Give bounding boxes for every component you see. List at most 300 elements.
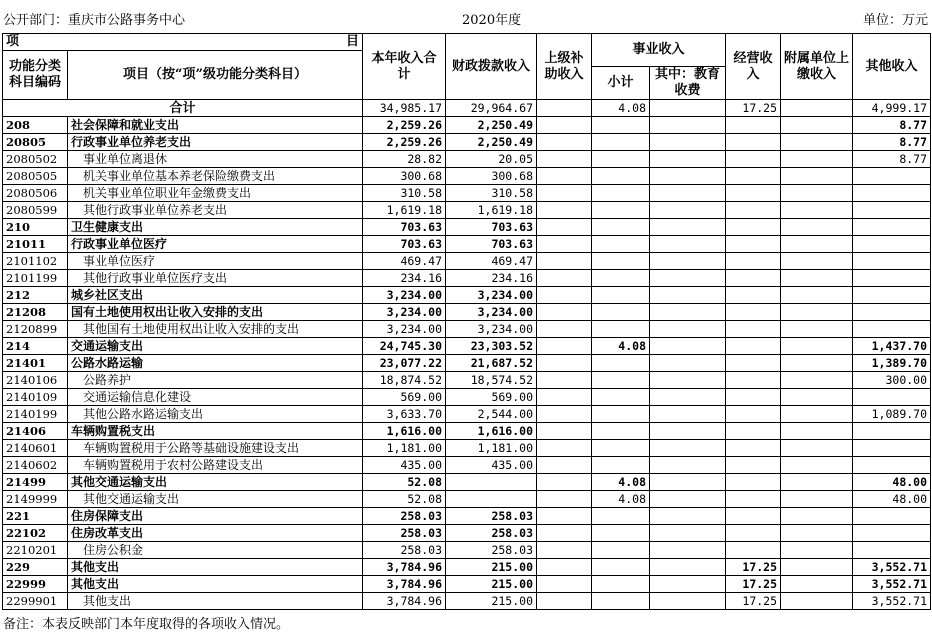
row-superior bbox=[537, 372, 592, 389]
row-subtotal bbox=[592, 559, 650, 576]
row-total: 2,259.26 bbox=[363, 117, 446, 134]
row-fiscal: 1,616.00 bbox=[446, 423, 537, 440]
row-business: 17.25 bbox=[726, 576, 781, 593]
row-subtotal bbox=[592, 593, 650, 610]
row-subtotal bbox=[592, 253, 650, 270]
row-affiliated bbox=[781, 236, 853, 253]
header-career: 事业收入 bbox=[592, 34, 726, 67]
row-superior bbox=[537, 593, 592, 610]
row-affiliated bbox=[781, 168, 853, 185]
total-edu bbox=[650, 100, 726, 117]
row-total: 703.63 bbox=[363, 219, 446, 236]
total-row bbox=[3, 100, 931, 117]
row-fiscal: 258.03 bbox=[446, 525, 537, 542]
table-row bbox=[3, 593, 931, 610]
row-affiliated bbox=[781, 321, 853, 338]
row-name: 事业单位医疗 bbox=[68, 253, 363, 270]
income-table bbox=[2, 33, 931, 610]
row-name: 交通运输支出 bbox=[68, 338, 363, 355]
row-superior bbox=[537, 202, 592, 219]
row-code: 21208 bbox=[3, 304, 68, 321]
row-code: 2080502 bbox=[3, 151, 68, 168]
row-superior bbox=[537, 287, 592, 304]
row-subtotal bbox=[592, 372, 650, 389]
row-fiscal: 215.00 bbox=[446, 593, 537, 610]
table-row bbox=[3, 219, 931, 236]
row-other: 300.00 bbox=[853, 372, 931, 389]
row-other bbox=[853, 423, 931, 440]
mu-label: 目 bbox=[345, 34, 359, 49]
table-row bbox=[3, 253, 931, 270]
row-code: 2140199 bbox=[3, 406, 68, 423]
row-subtotal bbox=[592, 287, 650, 304]
total-label: 合计 bbox=[3, 100, 363, 117]
row-business bbox=[726, 117, 781, 134]
row-other bbox=[853, 321, 931, 338]
row-affiliated bbox=[781, 253, 853, 270]
row-business bbox=[726, 474, 781, 491]
row-other bbox=[853, 457, 931, 474]
row-fiscal: 569.00 bbox=[446, 389, 537, 406]
header-affiliated: 附属单位上缴收入 bbox=[781, 34, 853, 100]
row-edu bbox=[650, 474, 726, 491]
table-row bbox=[3, 287, 931, 304]
row-subtotal bbox=[592, 185, 650, 202]
row-subtotal bbox=[592, 270, 650, 287]
table-row bbox=[3, 236, 931, 253]
row-subtotal bbox=[592, 134, 650, 151]
row-affiliated bbox=[781, 593, 853, 610]
row-code: 229 bbox=[3, 559, 68, 576]
row-business bbox=[726, 389, 781, 406]
row-fiscal: 703.63 bbox=[446, 219, 537, 236]
row-code: 210 bbox=[3, 219, 68, 236]
row-edu bbox=[650, 372, 726, 389]
row-superior bbox=[537, 117, 592, 134]
row-total: 1,181.00 bbox=[363, 440, 446, 457]
row-fiscal: 18,574.52 bbox=[446, 372, 537, 389]
header-superior: 上级补助收入 bbox=[537, 34, 592, 100]
row-name: 公路水路运输 bbox=[68, 355, 363, 372]
row-affiliated bbox=[781, 117, 853, 134]
total-business: 17.25 bbox=[726, 100, 781, 117]
row-code: 2210201 bbox=[3, 542, 68, 559]
row-fiscal: 3,234.00 bbox=[446, 321, 537, 338]
row-superior bbox=[537, 542, 592, 559]
row-affiliated bbox=[781, 270, 853, 287]
row-edu bbox=[650, 304, 726, 321]
row-code: 208 bbox=[3, 117, 68, 134]
row-fiscal: 2,250.49 bbox=[446, 134, 537, 151]
row-code: 2140602 bbox=[3, 457, 68, 474]
row-business bbox=[726, 236, 781, 253]
row-name: 卫生健康支出 bbox=[68, 219, 363, 236]
row-total: 52.08 bbox=[363, 474, 446, 491]
row-name: 车辆购置税用于公路等基础设施建设支出 bbox=[68, 440, 363, 457]
row-other: 48.00 bbox=[853, 491, 931, 508]
table-row bbox=[3, 576, 931, 593]
row-affiliated bbox=[781, 406, 853, 423]
row-total: 258.03 bbox=[363, 508, 446, 525]
row-name: 其他支出 bbox=[68, 593, 363, 610]
row-edu bbox=[650, 287, 726, 304]
row-business bbox=[726, 406, 781, 423]
row-subtotal bbox=[592, 321, 650, 338]
row-affiliated bbox=[781, 338, 853, 355]
row-subtotal bbox=[592, 457, 650, 474]
row-subtotal bbox=[592, 525, 650, 542]
row-affiliated bbox=[781, 287, 853, 304]
row-name: 交通运输信息化建设 bbox=[68, 389, 363, 406]
table-row bbox=[3, 542, 931, 559]
row-subtotal: 4.08 bbox=[592, 338, 650, 355]
row-edu bbox=[650, 117, 726, 134]
row-fiscal: 23,303.52 bbox=[446, 338, 537, 355]
row-affiliated bbox=[781, 389, 853, 406]
row-other bbox=[853, 389, 931, 406]
table-row bbox=[3, 372, 931, 389]
row-code: 2299901 bbox=[3, 593, 68, 610]
row-affiliated bbox=[781, 576, 853, 593]
unit-label: 单位：万元 bbox=[862, 13, 928, 28]
row-total: 3,633.70 bbox=[363, 406, 446, 423]
row-superior bbox=[537, 423, 592, 440]
row-superior bbox=[537, 389, 592, 406]
row-affiliated bbox=[781, 491, 853, 508]
row-edu bbox=[650, 406, 726, 423]
row-code: 20805 bbox=[3, 134, 68, 151]
row-code: 2140106 bbox=[3, 372, 68, 389]
row-total: 3,234.00 bbox=[363, 321, 446, 338]
row-superior bbox=[537, 355, 592, 372]
row-total: 18,874.52 bbox=[363, 372, 446, 389]
row-subtotal bbox=[592, 202, 650, 219]
row-affiliated bbox=[781, 202, 853, 219]
table-row bbox=[3, 508, 931, 525]
row-name: 其他交通运输支出 bbox=[68, 491, 363, 508]
row-subtotal: 4.08 bbox=[592, 491, 650, 508]
row-fiscal: 20.05 bbox=[446, 151, 537, 168]
row-edu bbox=[650, 270, 726, 287]
row-edu bbox=[650, 321, 726, 338]
row-business bbox=[726, 270, 781, 287]
header-career-subtotal: 小计 bbox=[592, 67, 650, 100]
row-superior bbox=[537, 406, 592, 423]
row-edu bbox=[650, 151, 726, 168]
row-subtotal bbox=[592, 389, 650, 406]
row-other: 1,389.70 bbox=[853, 355, 931, 372]
row-name: 其他行政事业单位养老支出 bbox=[68, 202, 363, 219]
row-other bbox=[853, 219, 931, 236]
row-other: 48.00 bbox=[853, 474, 931, 491]
row-business bbox=[726, 542, 781, 559]
row-superior bbox=[537, 525, 592, 542]
row-name: 行政事业单位养老支出 bbox=[68, 134, 363, 151]
row-other bbox=[853, 287, 931, 304]
year-label: 2020年度 bbox=[462, 13, 522, 28]
row-other bbox=[853, 440, 931, 457]
table-row bbox=[3, 338, 931, 355]
row-name: 住房公积金 bbox=[68, 542, 363, 559]
row-affiliated bbox=[781, 525, 853, 542]
row-other bbox=[853, 525, 931, 542]
row-business: 17.25 bbox=[726, 593, 781, 610]
header-item: 项目（按“项”级功能分类科目） bbox=[68, 51, 363, 100]
row-edu bbox=[650, 423, 726, 440]
row-total: 23,077.22 bbox=[363, 355, 446, 372]
table-row bbox=[3, 474, 931, 491]
total-affiliated bbox=[781, 100, 853, 117]
table-row bbox=[3, 559, 931, 576]
total-other: 4,999.17 bbox=[853, 100, 931, 117]
row-superior bbox=[537, 321, 592, 338]
total-subtotal: 4.08 bbox=[592, 100, 650, 117]
header-business: 经营收入 bbox=[726, 34, 781, 100]
table-row bbox=[3, 457, 931, 474]
row-superior bbox=[537, 219, 592, 236]
row-affiliated bbox=[781, 440, 853, 457]
row-total: 310.58 bbox=[363, 185, 446, 202]
row-code: 214 bbox=[3, 338, 68, 355]
row-total: 469.47 bbox=[363, 253, 446, 270]
row-other bbox=[853, 202, 931, 219]
row-business bbox=[726, 440, 781, 457]
row-business bbox=[726, 525, 781, 542]
total-superior bbox=[537, 100, 592, 117]
row-total: 52.08 bbox=[363, 491, 446, 508]
row-code: 2140601 bbox=[3, 440, 68, 457]
row-affiliated bbox=[781, 304, 853, 321]
row-fiscal: 469.47 bbox=[446, 253, 537, 270]
row-superior bbox=[537, 559, 592, 576]
row-business bbox=[726, 423, 781, 440]
row-total: 234.16 bbox=[363, 270, 446, 287]
row-subtotal: 4.08 bbox=[592, 474, 650, 491]
row-other bbox=[853, 185, 931, 202]
row-business bbox=[726, 134, 781, 151]
row-name: 城乡社区支出 bbox=[68, 287, 363, 304]
row-edu bbox=[650, 338, 726, 355]
row-other: 8.77 bbox=[853, 134, 931, 151]
row-other bbox=[853, 508, 931, 525]
row-affiliated bbox=[781, 372, 853, 389]
row-fiscal: 310.58 bbox=[446, 185, 537, 202]
row-code: 221 bbox=[3, 508, 68, 525]
row-fiscal: 2,250.49 bbox=[446, 117, 537, 134]
row-other: 8.77 bbox=[853, 117, 931, 134]
row-business bbox=[726, 355, 781, 372]
row-total: 3,234.00 bbox=[363, 304, 446, 321]
table-row bbox=[3, 389, 931, 406]
row-total: 28.82 bbox=[363, 151, 446, 168]
row-other: 1,089.70 bbox=[853, 406, 931, 423]
row-affiliated bbox=[781, 355, 853, 372]
row-total: 3,784.96 bbox=[363, 576, 446, 593]
row-subtotal bbox=[592, 236, 650, 253]
row-edu bbox=[650, 389, 726, 406]
row-edu bbox=[650, 236, 726, 253]
row-other bbox=[853, 253, 931, 270]
row-business bbox=[726, 202, 781, 219]
row-fiscal: 215.00 bbox=[446, 559, 537, 576]
row-affiliated bbox=[781, 508, 853, 525]
row-name: 车辆购置税支出 bbox=[68, 423, 363, 440]
row-superior bbox=[537, 270, 592, 287]
row-business bbox=[726, 253, 781, 270]
table-row bbox=[3, 491, 931, 508]
header-career-edu: 其中：教育收费 bbox=[650, 67, 726, 100]
row-edu bbox=[650, 542, 726, 559]
row-name: 住房保障支出 bbox=[68, 508, 363, 525]
row-edu bbox=[650, 440, 726, 457]
row-edu bbox=[650, 508, 726, 525]
row-business bbox=[726, 508, 781, 525]
table-row bbox=[3, 134, 931, 151]
row-name: 其他交通运输支出 bbox=[68, 474, 363, 491]
row-edu bbox=[650, 457, 726, 474]
row-total: 24,745.30 bbox=[363, 338, 446, 355]
table-row bbox=[3, 321, 931, 338]
row-name: 其他支出 bbox=[68, 576, 363, 593]
row-other: 1,437.70 bbox=[853, 338, 931, 355]
row-code: 2101102 bbox=[3, 253, 68, 270]
row-code: 2080506 bbox=[3, 185, 68, 202]
row-total: 703.63 bbox=[363, 236, 446, 253]
row-edu bbox=[650, 168, 726, 185]
row-name: 事业单位离退休 bbox=[68, 151, 363, 168]
row-total: 2,259.26 bbox=[363, 134, 446, 151]
row-total: 569.00 bbox=[363, 389, 446, 406]
row-affiliated bbox=[781, 474, 853, 491]
row-code: 21499 bbox=[3, 474, 68, 491]
row-business bbox=[726, 185, 781, 202]
table-row bbox=[3, 440, 931, 457]
row-fiscal: 258.03 bbox=[446, 542, 537, 559]
row-affiliated bbox=[781, 542, 853, 559]
row-name: 其他国有土地使用权出让收入安排的支出 bbox=[68, 321, 363, 338]
row-superior bbox=[537, 457, 592, 474]
row-name: 其他行政事业单位医疗支出 bbox=[68, 270, 363, 287]
row-code: 2101199 bbox=[3, 270, 68, 287]
row-fiscal: 215.00 bbox=[446, 576, 537, 593]
table-row bbox=[3, 406, 931, 423]
row-subtotal bbox=[592, 168, 650, 185]
row-business bbox=[726, 338, 781, 355]
row-edu bbox=[650, 491, 726, 508]
table-row bbox=[3, 270, 931, 287]
row-code: 22999 bbox=[3, 576, 68, 593]
row-edu bbox=[650, 134, 726, 151]
row-fiscal bbox=[446, 474, 537, 491]
row-business bbox=[726, 491, 781, 508]
row-business bbox=[726, 321, 781, 338]
row-name: 机关事业单位基本养老保险缴费支出 bbox=[68, 168, 363, 185]
report-header bbox=[0, 0, 932, 34]
row-total: 3,784.96 bbox=[363, 593, 446, 610]
row-fiscal: 2,544.00 bbox=[446, 406, 537, 423]
row-total: 1,616.00 bbox=[363, 423, 446, 440]
row-subtotal bbox=[592, 117, 650, 134]
row-superior bbox=[537, 304, 592, 321]
row-edu bbox=[650, 576, 726, 593]
row-superior bbox=[537, 151, 592, 168]
row-subtotal bbox=[592, 151, 650, 168]
row-fiscal: 258.03 bbox=[446, 508, 537, 525]
row-edu bbox=[650, 185, 726, 202]
row-business bbox=[726, 304, 781, 321]
row-fiscal: 703.63 bbox=[446, 236, 537, 253]
row-edu bbox=[650, 253, 726, 270]
row-other bbox=[853, 304, 931, 321]
table-row bbox=[3, 117, 931, 134]
table-row bbox=[3, 423, 931, 440]
row-affiliated bbox=[781, 559, 853, 576]
row-business bbox=[726, 457, 781, 474]
row-superior bbox=[537, 474, 592, 491]
row-name: 社会保障和就业支出 bbox=[68, 117, 363, 134]
row-subtotal bbox=[592, 508, 650, 525]
row-affiliated bbox=[781, 134, 853, 151]
header-code: 功能分类科目编码 bbox=[3, 51, 68, 100]
row-business: 17.25 bbox=[726, 559, 781, 576]
table-row bbox=[3, 151, 931, 168]
table-row bbox=[3, 202, 931, 219]
row-code: 2080505 bbox=[3, 168, 68, 185]
header-total: 本年收入合计 bbox=[363, 34, 446, 100]
row-name: 公路养护 bbox=[68, 372, 363, 389]
row-business bbox=[726, 219, 781, 236]
row-code: 21011 bbox=[3, 236, 68, 253]
total-fiscal: 29,964.67 bbox=[446, 100, 537, 117]
row-superior bbox=[537, 440, 592, 457]
row-name: 住房改革支出 bbox=[68, 525, 363, 542]
row-total: 3,784.96 bbox=[363, 559, 446, 576]
row-code: 22102 bbox=[3, 525, 68, 542]
row-code: 2140109 bbox=[3, 389, 68, 406]
row-fiscal: 21,687.52 bbox=[446, 355, 537, 372]
row-superior bbox=[537, 253, 592, 270]
row-code: 2149999 bbox=[3, 491, 68, 508]
row-name: 车辆购置税用于农村公路建设支出 bbox=[68, 457, 363, 474]
row-total: 435.00 bbox=[363, 457, 446, 474]
row-subtotal bbox=[592, 355, 650, 372]
row-superior bbox=[537, 168, 592, 185]
row-fiscal: 234.16 bbox=[446, 270, 537, 287]
table-row bbox=[3, 355, 931, 372]
row-superior bbox=[537, 338, 592, 355]
row-fiscal: 3,234.00 bbox=[446, 287, 537, 304]
row-code: 2120899 bbox=[3, 321, 68, 338]
row-superior bbox=[537, 491, 592, 508]
row-total: 3,234.00 bbox=[363, 287, 446, 304]
row-total: 258.03 bbox=[363, 525, 446, 542]
row-affiliated bbox=[781, 423, 853, 440]
row-subtotal bbox=[592, 440, 650, 457]
row-total: 258.03 bbox=[363, 542, 446, 559]
row-other: 3,552.71 bbox=[853, 593, 931, 610]
xiang-mu-header bbox=[3, 34, 363, 51]
row-business bbox=[726, 151, 781, 168]
row-subtotal bbox=[592, 406, 650, 423]
row-affiliated bbox=[781, 151, 853, 168]
row-name: 国有土地使用权出让收入安排的支出 bbox=[68, 304, 363, 321]
row-fiscal: 435.00 bbox=[446, 457, 537, 474]
total-total: 34,985.17 bbox=[363, 100, 446, 117]
row-superior bbox=[537, 508, 592, 525]
footnote: 备注：本表反映部门本年度取得的各项收入情况。 bbox=[3, 617, 290, 632]
row-subtotal bbox=[592, 576, 650, 593]
row-other: 3,552.71 bbox=[853, 576, 931, 593]
